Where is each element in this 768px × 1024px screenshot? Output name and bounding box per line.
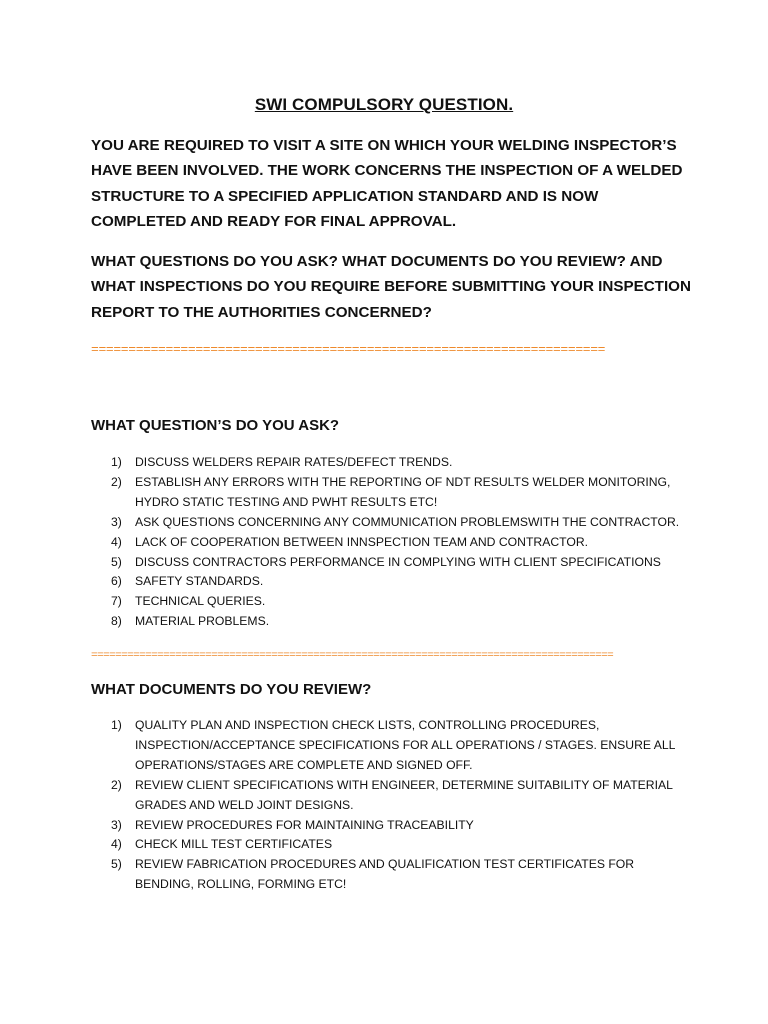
- list-item-number: 7): [111, 594, 122, 609]
- list-item: [111, 513, 691, 533]
- list-item-text: CHECK MILL TEST CERTIFICATES: [135, 837, 333, 852]
- list-item-text: QUALITY PLAN AND INSPECTION CHECK LISTS, CONTROLLING PROCEDURES, INSPECTION/ACCEPTANCE SPECIFICATIONS FOR ALL OPERATIONS / STAGES. ENSURE ALL OPERATIONS/STAGES ARE COMPLETE AND SIGNED OFF.: [135, 718, 675, 772]
- list-item: [111, 533, 691, 553]
- list-item: [111, 553, 691, 573]
- list-item-number: 4): [111, 837, 122, 852]
- list-item: [111, 716, 691, 776]
- list-item-number: 1): [111, 718, 122, 732]
- intro-paragraph: YOU ARE REQUIRED TO VISIT A SITE ON WHICH YOUR WELDING INSPECTOR’S HAVE BEEN INVOLVED. THE WORK CONCERNS THE INSPECTION OF A WELDED STRUCTURE TO A SPECIFIED APPLICATION STANDARD AND IS NOW COMPLETED AND READY FOR FINAL APPROVAL.: [91, 137, 683, 230]
- list-item: [111, 612, 691, 632]
- list-item-number: 3): [111, 817, 122, 832]
- list-item: [111, 453, 691, 473]
- list-item-number: 3): [111, 514, 122, 529]
- list-item-text: SAFETY STANDARDS.: [135, 574, 264, 589]
- list-item: [111, 855, 691, 895]
- list-item-text: REVIEW PROCEDURES FOR MAINTAINING TRACEABILITY: [135, 817, 474, 832]
- list-item: [111, 816, 691, 836]
- list-item-text: REVIEW CLIENT SPECIFICATIONS WITH ENGINEER, DETERMINE SUITABILITY OF MATERIAL GRADES AND WELD JOINT DESIGNS.: [135, 777, 673, 812]
- section-heading-documents: WHAT DOCUMENTS DO YOU REVIEW?: [91, 681, 372, 698]
- list-item: [111, 776, 691, 816]
- separator-line: =======================================================================================: [91, 650, 614, 662]
- list-item-number: 1): [111, 455, 122, 469]
- list-item: [111, 592, 691, 612]
- list-item-text: DISCUSS WELDERS REPAIR RATES/DEFECT TRENDS.: [135, 455, 453, 469]
- list-item-text: MATERIAL PROBLEMS.: [135, 614, 270, 629]
- questions-list: [111, 453, 691, 632]
- list-item-number: 6): [111, 574, 122, 589]
- list-item-number: 2): [111, 474, 122, 489]
- list-item-text: TECHNICAL QUERIES.: [135, 594, 266, 609]
- separator-line: =====================================================================: [91, 343, 606, 357]
- list-item-number: 8): [111, 614, 122, 629]
- list-item: [111, 835, 691, 855]
- list-item-number: 2): [111, 777, 122, 792]
- documents-list: [111, 716, 691, 895]
- document-title: SWI COMPULSORY QUESTION.: [254, 95, 514, 114]
- list-item-number: 4): [111, 534, 122, 549]
- list-item-text: ESTABLISH ANY ERRORS WITH THE REPORTING OF NDT RESULTS WELDER MONITORING, HYDRO STATIC TESTING AND PWHT RESULTS ETC!: [135, 474, 671, 509]
- list-item-text: LACK OF COOPERATION BETWEEN INNSPECTION TEAM AND CONTRACTOR.: [135, 534, 589, 549]
- question-paragraph: WHAT QUESTIONS DO YOU ASK? WHAT DOCUMENTS DO YOU REVIEW? AND WHAT INSPECTIONS DO YOU REQUIRE BEFORE SUBMITTING YOUR INSPECTION REPORT TO THE AUTHORITIES CONCERNED?: [91, 253, 691, 321]
- list-item: [111, 473, 691, 513]
- list-item: [111, 572, 691, 592]
- section-heading-questions: WHAT QUESTION’S DO YOU ASK?: [91, 417, 340, 434]
- list-item-text: DISCUSS CONTRACTORS PERFORMANCE IN COMPLYING WITH CLIENT SPECIFICATIONS: [135, 554, 661, 569]
- list-item-text: ASK QUESTIONS CONCERNING ANY COMMUNICATION PROBLEMSWITH THE CONTRACTOR.: [135, 514, 680, 529]
- list-item-text: REVIEW FABRICATION PROCEDURES AND QUALIFICATION TEST CERTIFICATES FOR BENDING, ROLLING, FORMING ETC!: [135, 857, 635, 892]
- list-item-number: 5): [111, 857, 122, 872]
- list-item-number: 5): [111, 554, 122, 569]
